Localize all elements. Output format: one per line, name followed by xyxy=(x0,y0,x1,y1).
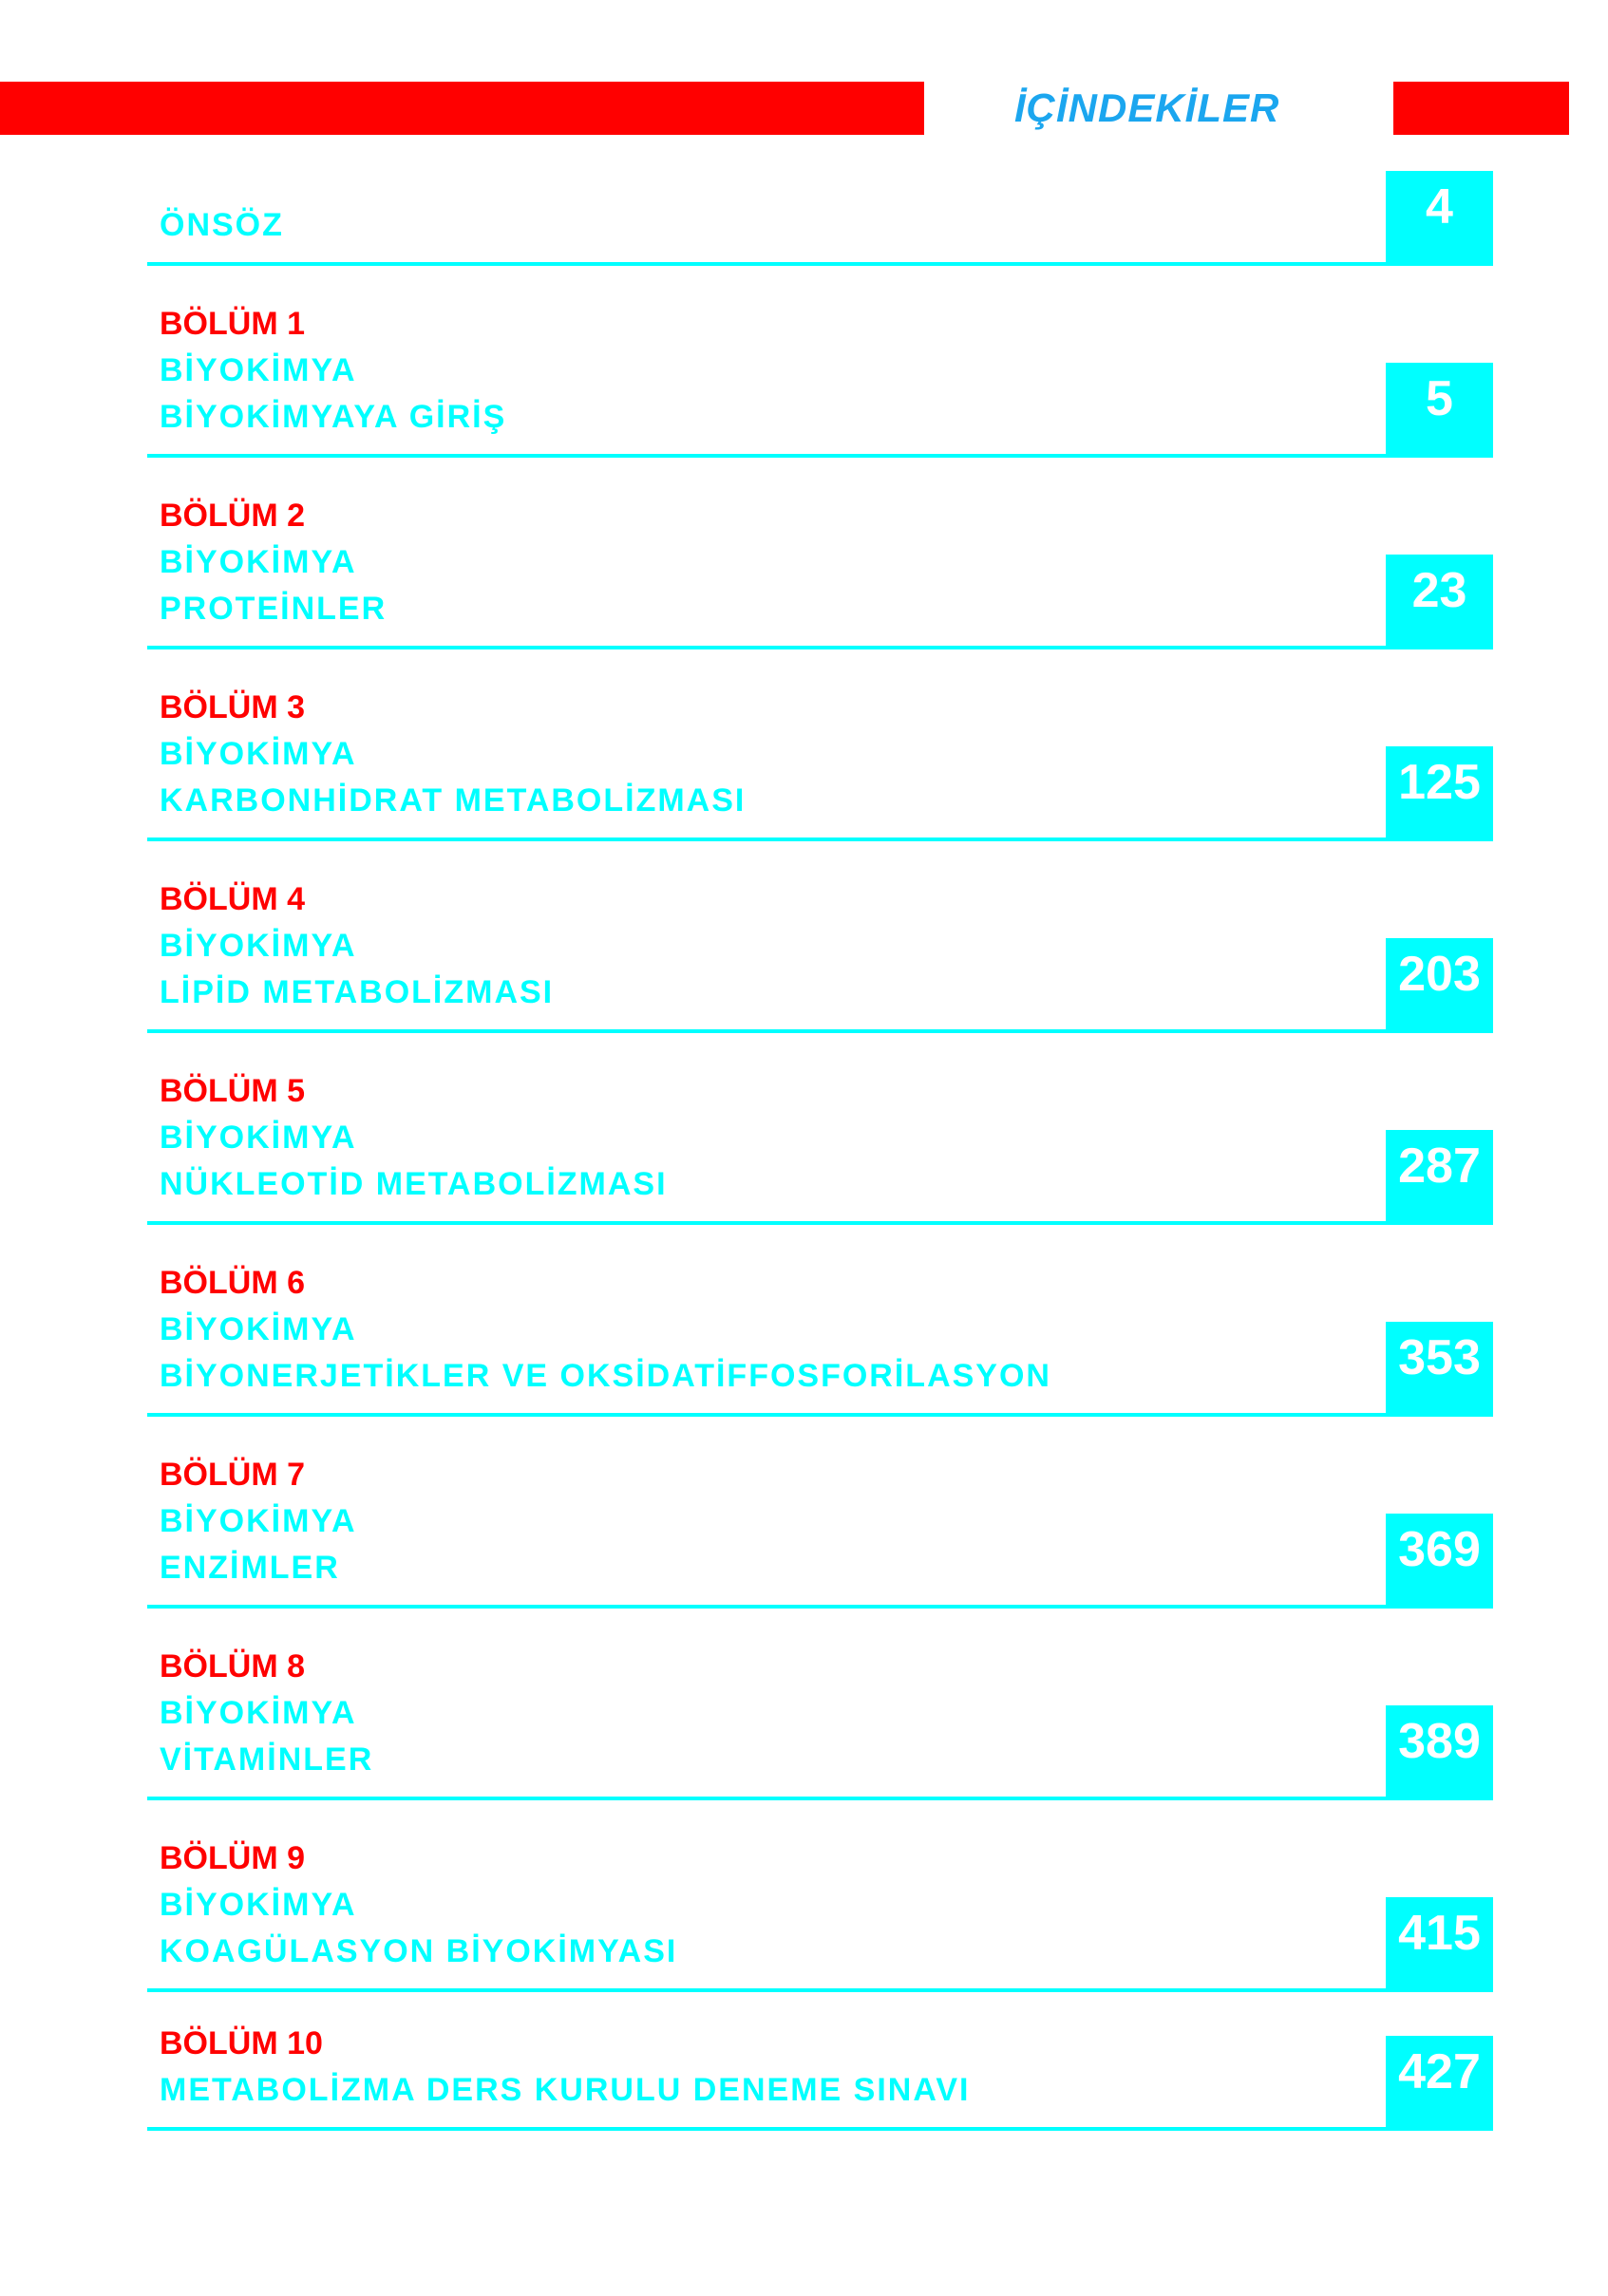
topic-label: PROTEİNLER xyxy=(160,591,388,627)
page-number-badge: 125 xyxy=(1386,746,1493,841)
toc-entry[interactable] xyxy=(147,2013,1493,2131)
entry-divider xyxy=(147,262,1493,266)
toc-entry-text xyxy=(160,1452,357,1591)
topic-label: METABOLİZMA DERS KURULU DENEME SINAVI xyxy=(160,2072,971,2108)
entry-divider xyxy=(147,1605,1493,1609)
chapter-label: BÖLÜM 5 xyxy=(160,1073,305,1109)
toc-entry[interactable] xyxy=(147,670,1493,841)
header-bar-left xyxy=(0,82,924,135)
topic-label: LİPİD METABOLİZMASI xyxy=(160,974,555,1010)
page-number-badge: 287 xyxy=(1386,1130,1493,1225)
toc-entry[interactable] xyxy=(147,1054,1493,1225)
entry-divider xyxy=(147,1029,1493,1033)
toc-entry-text xyxy=(160,301,506,441)
header-bar-right xyxy=(1393,82,1569,135)
chapter-label: BÖLÜM 10 xyxy=(160,2025,323,2061)
topic-label: KOAGÜLASYON BİYOKİMYASI xyxy=(160,1933,678,1969)
subject-label: BİYOKİMYA xyxy=(160,1695,357,1731)
toc-entry-text xyxy=(160,1068,668,1208)
page-number-badge: 5 xyxy=(1386,363,1493,458)
subject-label: BİYOKİMYA xyxy=(160,1311,357,1347)
page-number-badge: 369 xyxy=(1386,1514,1493,1609)
entry-divider xyxy=(147,454,1493,458)
topic-label: ENZİMLER xyxy=(160,1550,340,1586)
toc-entry[interactable] xyxy=(147,1438,1493,1609)
subject-label: BİYOKİMYA xyxy=(160,1503,357,1539)
chapter-label: BÖLÜM 4 xyxy=(160,881,305,917)
chapter-label: BÖLÜM 9 xyxy=(160,1840,305,1876)
subject-label: BİYOKİMYA xyxy=(160,352,357,388)
chapter-label: BÖLÜM 7 xyxy=(160,1457,305,1493)
chapter-label: BÖLÜM 8 xyxy=(160,1648,305,1684)
subject-label: BİYOKİMYA xyxy=(160,928,357,964)
entry-divider xyxy=(147,837,1493,841)
chapter-label: BÖLÜM 2 xyxy=(160,498,305,534)
toc-entry-text xyxy=(160,1260,1051,1400)
topic-label: BİYONERJETİKLER VE OKSİDATİFFOSFORİLASYON xyxy=(160,1358,1051,1394)
toc-entry[interactable] xyxy=(147,1821,1493,1992)
chapter-label: BÖLÜM 3 xyxy=(160,689,305,725)
page-title: İÇİNDEKİLER xyxy=(1014,85,1280,130)
page-number-badge: 353 xyxy=(1386,1322,1493,1417)
entry-divider xyxy=(147,2127,1493,2131)
page-number-badge: 4 xyxy=(1386,171,1493,266)
entry-divider xyxy=(147,646,1493,649)
toc-entry-text xyxy=(160,876,554,1016)
topic-label: NÜKLEOTİD METABOLİZMASI xyxy=(160,1166,668,1202)
entry-divider xyxy=(147,1413,1493,1417)
entry-divider xyxy=(147,1797,1493,1800)
toc-entry[interactable] xyxy=(147,862,1493,1033)
toc-entry-text xyxy=(160,2021,970,2114)
subject-label: BİYOKİMYA xyxy=(160,1120,357,1156)
toc-entry-text xyxy=(160,1644,373,1783)
page-number-badge: 415 xyxy=(1386,1897,1493,1992)
toc-entry[interactable] xyxy=(147,287,1493,458)
chapter-label: BÖLÜM 6 xyxy=(160,1265,305,1301)
toc-entry[interactable] xyxy=(147,1246,1493,1417)
toc-entry[interactable] xyxy=(147,1629,1493,1800)
page-number-badge: 389 xyxy=(1386,1705,1493,1800)
topic-label: KARBONHİDRAT METABOLİZMASI xyxy=(160,782,747,819)
subject-label: BİYOKİMYA xyxy=(160,1887,357,1923)
topic-label: ÖNSÖZ xyxy=(160,207,284,243)
toc-entry[interactable] xyxy=(147,163,1493,266)
subject-label: BİYOKİMYA xyxy=(160,736,357,772)
topic-label: BİYOKİMYAYA GİRİŞ xyxy=(160,399,507,435)
toc-entry-text xyxy=(160,493,387,632)
page-number-badge: 203 xyxy=(1386,938,1493,1033)
toc-entry[interactable] xyxy=(147,479,1493,649)
entry-divider xyxy=(147,1988,1493,1992)
page-number-badge: 427 xyxy=(1386,2036,1493,2131)
subject-label: BİYOKİMYA xyxy=(160,544,357,580)
chapter-label: BÖLÜM 1 xyxy=(160,306,305,342)
toc-entry-text xyxy=(160,685,746,824)
entry-divider xyxy=(147,1221,1493,1225)
toc-entry-text xyxy=(160,202,284,249)
topic-label: VİTAMİNLER xyxy=(160,1741,374,1778)
page-number-badge: 23 xyxy=(1386,555,1493,649)
toc-entry-text xyxy=(160,1835,677,1975)
